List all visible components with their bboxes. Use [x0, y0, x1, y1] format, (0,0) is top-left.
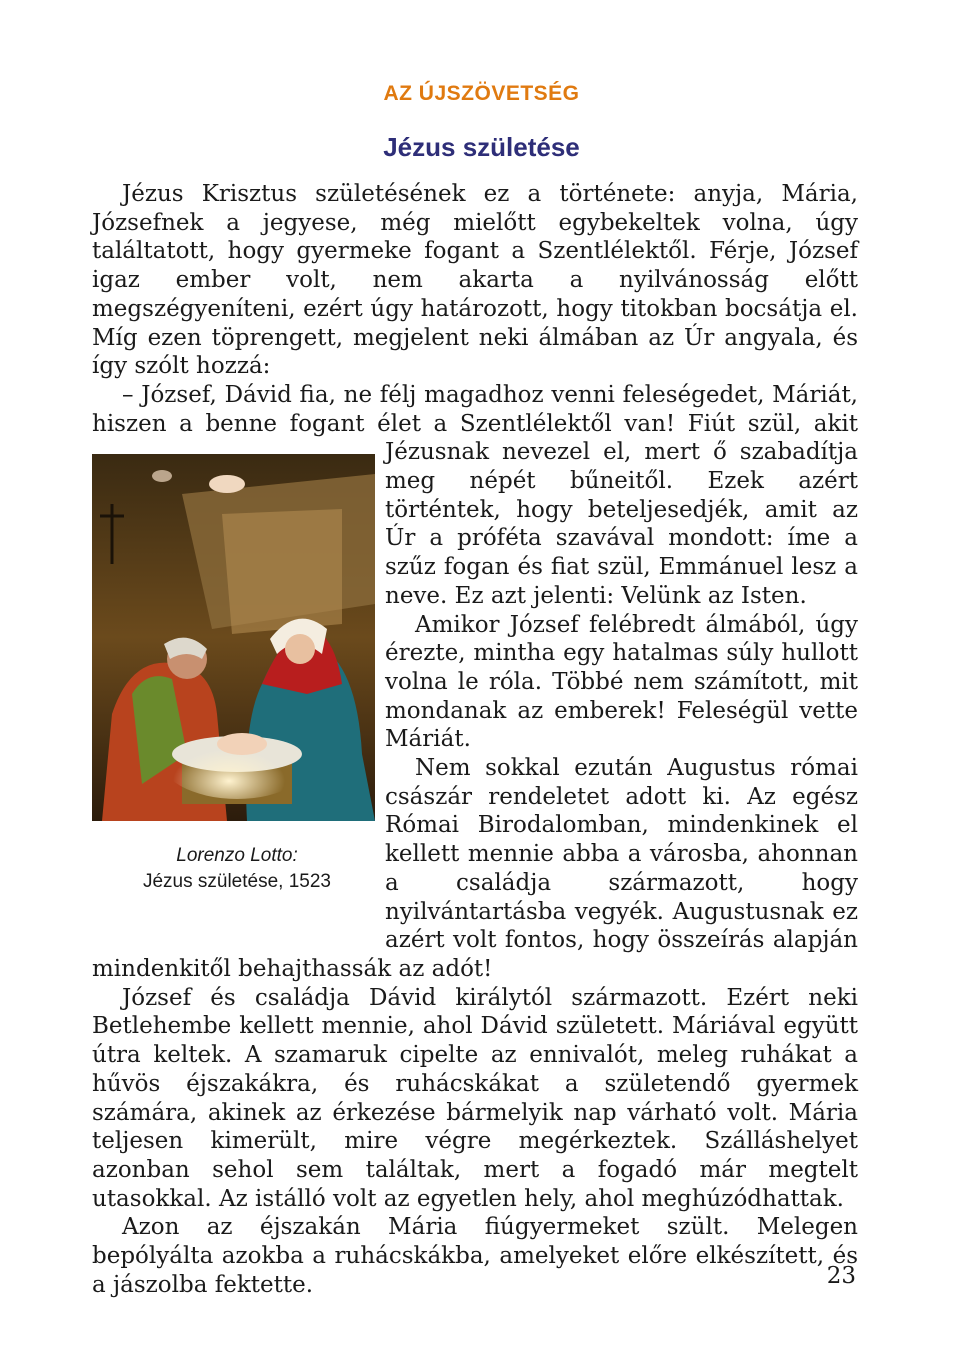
page-title: Jézus születése: [383, 132, 580, 162]
paragraph-4: Nem sokkal ezután Augustus római császár rendeletet adott ki. Az egész Római Birodalomban, mindenkinek el kellett mennie abba a városba, ahonnan a családja származott, hogy nyilvántartásba vegyék. Augustusnak ez azért volt fontos, hogy összeírás alapján mindenkitől behajthassák az adót!: [92, 755, 858, 982]
nativity-painting: [92, 454, 375, 821]
page-number: 23: [826, 1263, 856, 1289]
paragraph-3: Amikor József felébredt álmából, úgy érezte, mintha egy hatalmas súly hullott volna le róla. Többé nem számított, mit mondanak az emberek! Feleségül vette Máriát.: [385, 611, 858, 753]
paragraph-5: József és családja Dávid királytól származott. Ezért neki Betlehembe kellett mennie, ahol Dávid született. Máriával együtt útra keltek. A szamaruk cipelte az ennivalót, meleg ruhákat a hűvös éjszakákra, és ruhácskákat a születendő gyermek számára, akinek az érkezése bármelyik nap várható volt. Mária teljesen kimerült, mire végre megérkeztek. Szálláshelyet azonban sehol sem találtak, mert a fogadó már megtelt utasokkal. Az istálló volt az egyetlen hely, ahol meghúzódhattak.: [92, 984, 858, 1212]
painting-caption: [92, 843, 352, 895]
paragraph-1: Jézus Krisztus születésének ez a története: anyja, Mária, Józsefnek a jegyese, még mielőtt egybekeltek volna, úgy találtatott, hogy gyermeke fogant a Szentlélektől. Férje, József igaz ember volt, nem akarta a nyilvánosság előtt megszégyeníteni, ezért úgy határozott, hogy titokban bocsátja el. Míg ezen töprengett, megjelent neki álmában az Úr angyala, és így szólt hozzá:: [92, 181, 858, 380]
caption-artist: Lorenzo Lotto:: [176, 845, 298, 867]
painting-figure: [92, 454, 385, 928]
body-text: [92, 180, 858, 1299]
paragraph-2-start: – József, Dávid fia, ne félj magadhoz venni feleségedet, Máriát, hiszen a benne fogant élet a Szentlélektől van! Fiút szül, akit: [92, 381, 858, 437]
paragraph-2-rest: Jézusnak nevezel el, mert ő szabadítja meg népét bűneitől. Ezek azért történtek, hogy beteljesedjék, amit az Úr a próféta szavával mondott: íme a szűz fogan és fiat szül, Emmánuel lesz a neve. Ez azt jelenti: Velünk az Isten.: [385, 439, 858, 609]
section-label: AZ ÚJSZÖVETSÉG: [383, 82, 580, 105]
paragraph-6: Azon az éjszakán Mária fiúgyermeket szült. Melegen bepólyálta azokba a ruhácskákba, amelyeket előre elkészített, és a jászolba fektette.: [92, 1214, 858, 1298]
caption-work: Jézus születése, 1523: [142, 871, 331, 893]
